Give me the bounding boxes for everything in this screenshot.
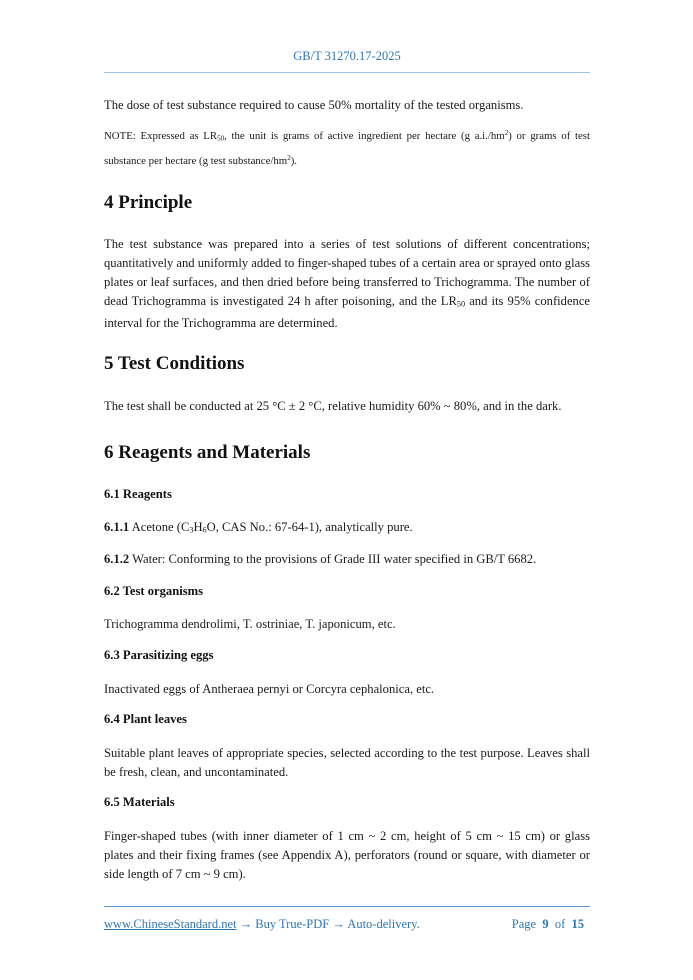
note-superscript: 2 bbox=[287, 153, 291, 162]
test-conditions-text: The test shall be conducted at 25 °C ± 2 °C, relative humidity 60% ~ 80%, and in the dark. bbox=[104, 399, 562, 413]
note-text: ) or grams of test substance per hectare (g test substance/hm bbox=[104, 130, 591, 167]
total-pages-number: 15 bbox=[571, 917, 584, 931]
clause-number: 6.1.1 bbox=[104, 520, 130, 534]
principle-text-part: and its 95% confidence interval for the Trichogramma are determined. bbox=[104, 294, 591, 330]
principle-text-part: The test substance was prepared into a series of test solutions of different concentrations; quantitatively and uniformly added to finger-shaped tubes of a certain area or sprayed onto glass plates or leaf surfaces, and then dried before being transferred to Trichogramma. The number of dead Trichogramma is investigated 24 h after poisoning, and the LR bbox=[104, 237, 590, 308]
plant-leaves-text: Suitable plant leaves of appropriate species, selected according to the test purpose. Leaves shall be fresh, clean, and uncontaminated. bbox=[104, 746, 590, 779]
footer-promo-text: → Buy True-PDF → Auto-delivery. bbox=[236, 917, 420, 931]
definition-note bbox=[104, 124, 590, 171]
website-link[interactable]: www.ChineseStandard.net bbox=[104, 917, 237, 931]
test-organisms-text: Trichogramma dendrolimi, T. ostriniae, T. japonicum, etc. bbox=[104, 617, 396, 631]
section-heading-principle: 4 Principle bbox=[104, 192, 193, 213]
subsection-heading-reagents: 6.1 Reagents bbox=[104, 487, 172, 501]
note-superscript: 2 bbox=[504, 129, 509, 137]
subsection-heading-test-organisms: 6.2 Test organisms bbox=[104, 584, 204, 598]
reagent-text: O, CAS No.: 67-64-1), analytically pure. bbox=[206, 520, 413, 534]
materials-text: Finger-shaped tubes (with inner diameter of 1 cm ~ 2 cm, height of 5 cm ~ 15 cm) or glass plates and their fixing frames (see Appendix A), perforators (round or square, with diameter or side length of 7 cm ~ 9 cm). bbox=[104, 829, 590, 881]
page-footer bbox=[104, 917, 590, 932]
subsection-heading-materials: 6.5 Materials bbox=[104, 795, 175, 809]
parasitizing-eggs-text: Inactivated eggs of Antheraea pernyi or Corcyra cephalonica, etc. bbox=[104, 682, 435, 696]
current-page-number: 9 bbox=[542, 917, 549, 931]
reagent-text: H bbox=[193, 520, 203, 534]
note-subscript: 50 bbox=[217, 134, 225, 143]
reagent-item-acetone bbox=[104, 518, 590, 540]
footer-divider bbox=[104, 906, 590, 907]
page-indicator bbox=[512, 917, 584, 932]
of-label: of bbox=[554, 917, 566, 931]
formula-subscript: 3 bbox=[189, 525, 194, 535]
note-text: NOTE: Expressed as LR bbox=[104, 130, 218, 143]
subsection-heading-plant-leaves: 6.4 Plant leaves bbox=[104, 712, 187, 726]
formula-subscript: 6 bbox=[202, 525, 207, 535]
subsection-heading-parasitizing-eggs: 6.3 Parasitizing eggs bbox=[104, 648, 214, 662]
definition-text: The dose of test substance required to cause 50% mortality of the tested organisms. bbox=[104, 98, 524, 112]
reagent-item-water bbox=[104, 550, 590, 569]
clause-number: 6.1.2 bbox=[104, 552, 130, 566]
note-text: , the unit is grams of active ingredient per hectare (g a.i./hm bbox=[224, 130, 505, 143]
header-divider bbox=[104, 72, 590, 73]
reagent-text: Acetone (C bbox=[129, 520, 190, 534]
principle-subscript: 50 bbox=[456, 299, 466, 309]
principle-text bbox=[104, 235, 590, 333]
section-heading-test-conditions: 5 Test Conditions bbox=[104, 353, 245, 374]
reagent-text: Water: Conforming to the provisions of Grade III water specified in GB/T 6682. bbox=[129, 552, 537, 566]
section-heading-reagents-materials: 6 Reagents and Materials bbox=[104, 442, 311, 463]
note-text: ). bbox=[290, 154, 297, 167]
page-label: Page bbox=[511, 917, 537, 931]
document-code-header: GB/T 31270.17-2025 bbox=[293, 49, 401, 63]
